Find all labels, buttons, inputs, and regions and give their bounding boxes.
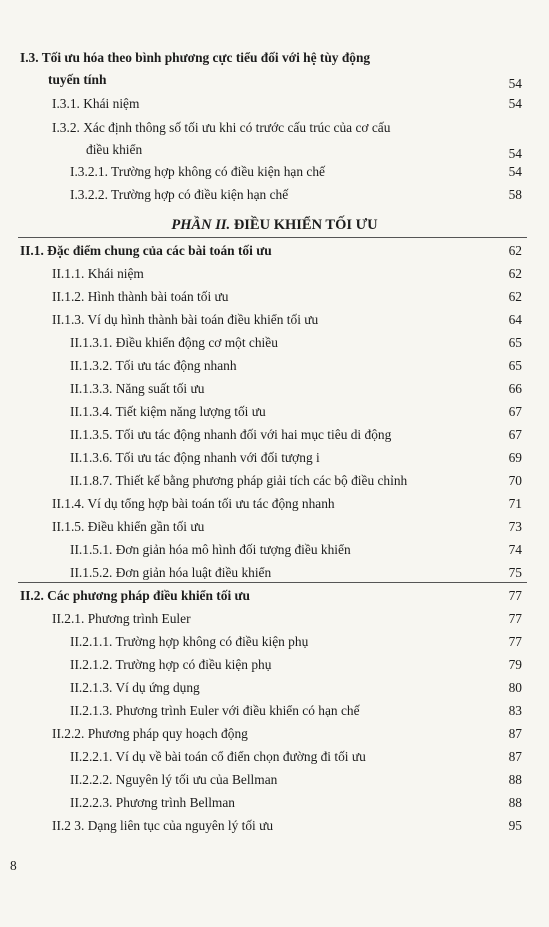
toc-entry-title: II.1.3.1. Điều khiển động cơ một chiều	[70, 335, 278, 350]
toc-entry-page: 83	[508, 703, 522, 718]
toc-entry-page: 95	[508, 818, 522, 833]
toc-entry-title: II.1.5. Điều khiển gần tối ưu	[52, 519, 205, 534]
toc-entry-title: II.1.3. Ví dụ hình thành bài toán điều khiển tối ưu	[52, 312, 319, 327]
toc-entry-page: 65	[508, 335, 522, 350]
toc-entry-page: 64	[508, 312, 522, 327]
toc-entry-page: 67	[508, 404, 522, 419]
toc-entry-title: II.2 3. Dạng liên tục của nguyên lý tối ưu	[52, 818, 274, 833]
toc-entry-page: 54	[508, 164, 522, 179]
toc-entry-page: 62	[508, 266, 522, 281]
toc-entry-title: I.3.2.1. Trường hợp không có điều kiện hạn chế	[70, 164, 325, 179]
toc-entry-title: II.2.1.1. Trường hợp không có điều kiện phụ	[70, 634, 309, 649]
toc-entry-title: I.3. Tối ưu hóa theo bình phương cực tiểu đối với hệ tùy động	[20, 50, 371, 65]
toc-entry-title: II.2.1.2. Trường hợp có điều kiện phụ	[70, 657, 272, 672]
toc-entry-title: II.1.3.3. Năng suất tối ưu	[70, 381, 205, 396]
separator-line	[18, 582, 527, 583]
toc-entry-title: II.1.5.2. Đơn giản hóa luật điều khiển	[70, 565, 272, 580]
toc-entry-title: II.1.3.2. Tối ưu tác động nhanh	[70, 358, 237, 373]
toc-entry-page: 77	[508, 634, 522, 649]
toc-entry-title: II.1.3.6. Tối ưu tác động nhanh với đối tượng i	[70, 450, 320, 465]
page-number: 8	[10, 858, 17, 873]
toc-entry-title: II.1.3.5. Tối ưu tác động nhanh đối với hai mục tiêu di động	[70, 427, 392, 442]
toc-entry-title: II.1.2. Hình thành bài toán tối ưu	[52, 289, 229, 304]
toc-entry-page: 77	[508, 611, 522, 626]
toc-entry-page: 67	[508, 427, 522, 442]
toc-entry-title: I.3.2. Xác định thông số tối ưu khi có trước cấu trúc của cơ cấu	[52, 120, 391, 135]
toc-entry-page: 88	[508, 772, 522, 787]
toc-entry-title: II.1.5.1. Đơn giản hóa mô hình đối tượng điều khiển	[70, 542, 351, 557]
toc-entry-title: II.2.2.2. Nguyên lý tối ưu của Bellman	[70, 772, 278, 787]
toc-entry-page: 54	[508, 76, 522, 91]
toc-entry-title: II.2.2.3. Phương trình Bellman	[70, 795, 235, 810]
toc-entry-title: II.2. Các phương pháp điều khiển tối ưu	[20, 588, 251, 603]
toc-entry-page: 74	[508, 542, 522, 557]
toc-entry-page: 62	[508, 243, 522, 258]
toc-entry-page: 80	[508, 680, 522, 695]
toc-entry-page: 75	[508, 565, 522, 580]
toc-entry-title: I.3.2.2. Trường hợp có điều kiện hạn chế	[70, 187, 289, 202]
toc-entry-title: II.2.1. Phương trình Euler	[52, 611, 191, 626]
toc-entry-title: II.1. Đặc điểm chung của các bài toán tối ưu	[20, 243, 272, 258]
toc-entry-title: II.2.2.1. Ví dụ về bài toán cổ điển chọn đường đi tối ưu	[70, 749, 366, 764]
toc-entry-title-continued: tuyến tính	[48, 72, 107, 87]
toc-entry-page: 58	[508, 187, 522, 202]
toc-entry-title: II.1.8.7. Thiết kế bằng phương pháp giải tích các bộ điều chỉnh	[70, 473, 408, 488]
part-heading	[0, 216, 549, 234]
separator-line	[18, 237, 527, 238]
toc-entry-title: I.3.1. Khái niệm	[52, 96, 140, 111]
toc-entry-title: II.2.1.3. Phương trình Euler với điều khiển có hạn chế	[70, 703, 360, 718]
toc-entry-title: II.1.1. Khái niệm	[52, 266, 144, 281]
part-title: ĐIỀU KHIỂN TỐI ƯU	[233, 217, 378, 233]
toc-entry-page: 88	[508, 795, 522, 810]
part-prefix: PHẦN II.	[171, 217, 231, 233]
toc-entry-page: 77	[508, 588, 522, 603]
toc-entry-title-continued: điều khiển	[86, 142, 143, 157]
toc-entry-page: 87	[508, 726, 522, 741]
toc-entry-page: 54	[508, 146, 522, 161]
toc-entry-page: 69	[508, 450, 522, 465]
toc-entry-title: II.2.1.3. Ví dụ ứng dụng	[70, 680, 200, 695]
toc-entry-page: 62	[508, 289, 522, 304]
toc-entry-page: 70	[508, 473, 522, 488]
toc-entry-page: 65	[508, 358, 522, 373]
toc-entry-page: 79	[508, 657, 522, 672]
toc-entry-page: 73	[508, 519, 522, 534]
toc-entry-page: 66	[508, 381, 522, 396]
toc-entry-page: 54	[508, 96, 522, 111]
toc-entry-page: 87	[508, 749, 522, 764]
toc-entry-page: 71	[508, 496, 522, 511]
toc-entry-title: II.2.2. Phương pháp quy hoạch động	[52, 726, 248, 741]
toc-entry-title: II.1.4. Ví dụ tổng hợp bài toán tối ưu tác động nhanh	[52, 496, 335, 511]
toc-entry-title: II.1.3.4. Tiết kiệm năng lượng tối ưu	[70, 404, 266, 419]
